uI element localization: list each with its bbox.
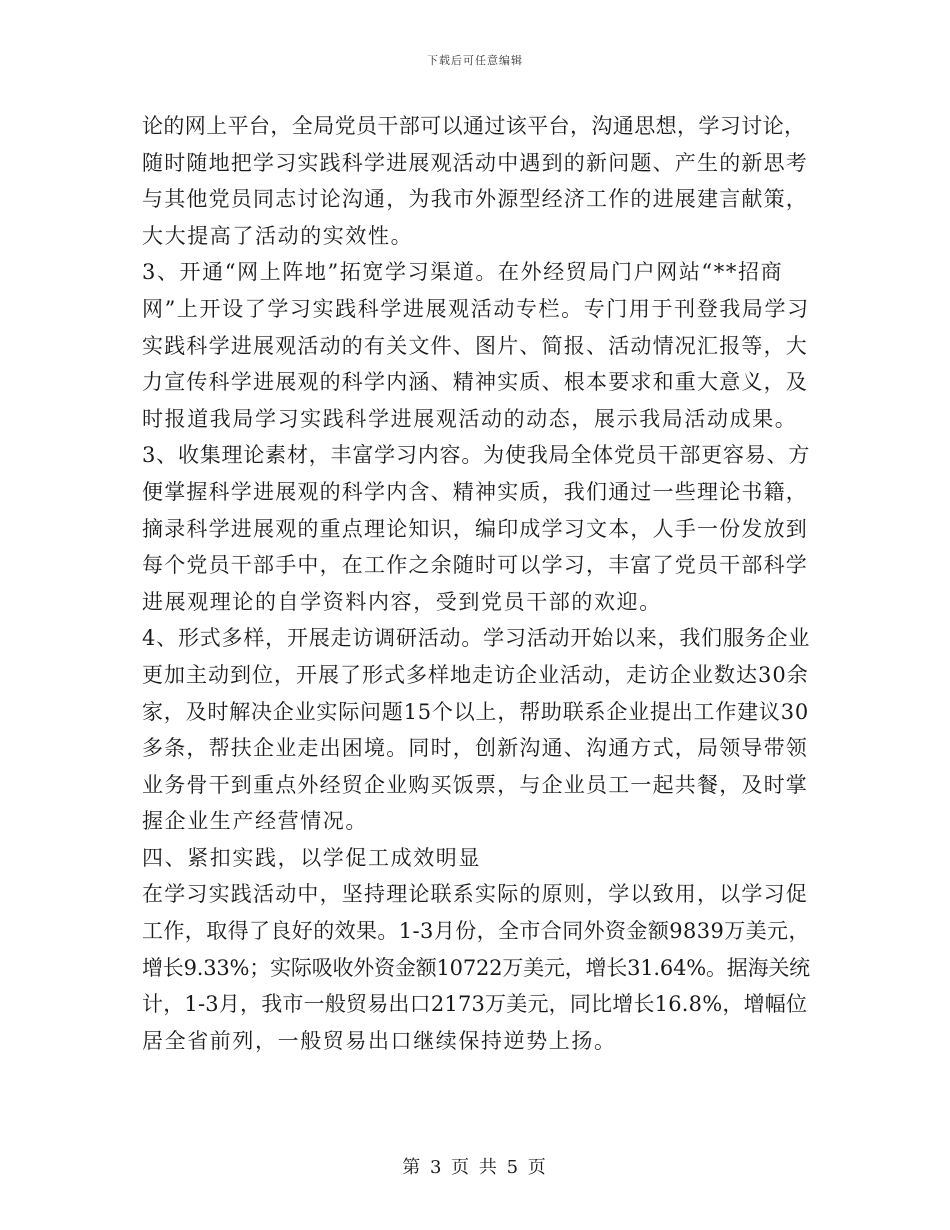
text-line: 3、收集理论素材，丰富学习内容。为使我局全体党员干部更容易、方: [142, 443, 811, 468]
text-line: 更加主动到位，开展了形式多样地走访企业活动，走访企业数达30余: [142, 662, 809, 687]
text-line: 论的网上平台，全局党员干部可以通过该平台，沟通思想，学习讨论，: [142, 114, 806, 138]
text-line: 便掌握科学进展观的科学内含、精神实质，我们通过一些理论书籍，: [142, 479, 808, 504]
section-heading: 四、紧扣实践，以学促工成效明显: [142, 845, 481, 870]
text-line: 多条，帮扶企业走出困境。同时，创新沟通、沟通方式，局领导带领: [142, 736, 808, 761]
text-line: 大大提高了活动的实效性。: [142, 223, 414, 248]
text-line: 时报道我局学习实践科学进展观活动的动态，展示我局活动成果。: [142, 406, 798, 431]
text-line: 实践科学进展观活动的有关文件、图片、简报、活动情况汇报等，大: [142, 333, 808, 358]
text-line: 随时随地把学习实践科学进展观活动中遇到的新问题、产生的新思考: [142, 150, 808, 175]
text-line: 工作，取得了良好的效果。1-3月份，全市合同外资金额9839万美元，: [142, 919, 810, 944]
text-line: 业务骨干到重点外经贸企业购买饭票，与企业员工一起共餐，及时掌: [142, 772, 808, 797]
text-line: 与其他党员同志讨论沟通，为我市外源型经济工作的进展建言献策，: [142, 187, 808, 212]
text-line: 力宣传科学进展观的科学内涵、精神实质、根本要求和重大意义，及: [142, 370, 808, 395]
text-line: 增长9.33%；实际吸收外资金额10722万美元，增长31.64%。据海关统: [142, 955, 810, 980]
page-header: 下载后可任意编辑: [427, 54, 523, 67]
page-number: 第 3 页 共 5 页: [402, 1157, 548, 1178]
text-line: 进展观理论的自学资料内容，受到党员干部的欢迎。: [142, 589, 662, 614]
text-line: 3、开通“网上阵地”拓宽学习渠道。在外经贸局门户网站“**招商: [142, 260, 784, 285]
text-line: 计，1-3月，我市一般贸易出口2173万美元，同比增长16.8%，增幅位: [142, 992, 808, 1017]
text-line: 摘录科学进展观的重点理论知识，编印成学习文本，人手一份发放到: [142, 516, 808, 541]
text-line: 家，及时解决企业实际问题15个以上，帮助联系企业提出工作建议30: [142, 699, 810, 724]
text-line: 每个党员干部手中，在工作之余随时可以学习，丰富了党员干部科学: [142, 553, 808, 578]
text-line: 4、形式多样，开展走访调研活动。学习活动开始以来，我们服务企业: [142, 626, 811, 651]
text-line: 握企业生产经营情况。: [142, 809, 368, 834]
text-line: 在学习实践活动中，坚持理论联系实际的原则，学以致用，以学习促: [142, 882, 808, 907]
text-line: 居全省前列，一般贸易出口继续保持逆势上扬。: [142, 1028, 617, 1053]
text-line: 网”上开设了学习实践科学进展观活动专栏。专门用于刊登我局学习: [142, 296, 810, 321]
document-body: [142, 108, 810, 1059]
